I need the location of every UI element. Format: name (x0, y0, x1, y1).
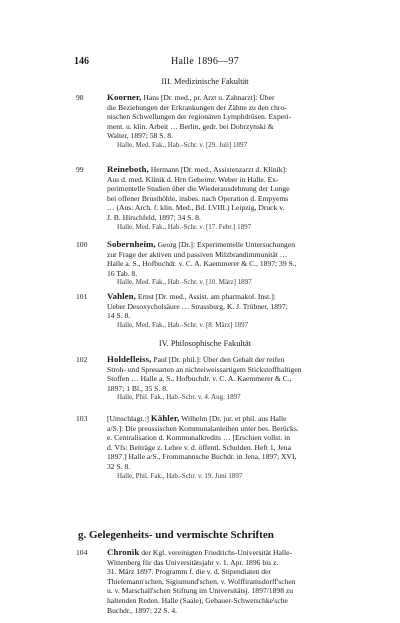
author-name: Kähler, (150, 413, 180, 423)
author-name: Vahlen, (107, 291, 136, 301)
entry-text (107, 240, 336, 278)
bibliography-entry (74, 548, 336, 615)
section-heading-medical: III. Medizinische Fakultät (161, 77, 249, 86)
author-name: Koorner, (107, 92, 142, 102)
author-name: Sobernheim, (107, 239, 156, 249)
entry-body: Georg [Dr.]: Experimentelle Untersuchungen zur Frage der aktiven und passiven Milzbrandimmunität … Halle a. S., Hofbuchdr. v. C. A. Kaemmerer & C., 1897; 39 S., 16 Tab. 8. (107, 240, 297, 278)
entry-body: Wilhelm [Dr. jur. et phil. aus Halle a/S.]: Die preussischen Kommunalanleihen unter bes. Berücks. e. Centralisation d. Kommunalkredits … [Erschien vollst. in d. Vfs: Beiträge z. Lehre v. d. öffentl. Schulden. Heft 1, Jena 1897.] Halle a/S., Frommannsche Buchdr. in Jena, 1897; XVI, 32 S. 8. (107, 414, 299, 471)
entry-text (107, 292, 336, 321)
entry-number: 100 (76, 240, 88, 249)
entry-number: 99 (76, 165, 84, 174)
section-heading-miscellaneous: g. Gelegenheits- und vermischte Schriften (78, 529, 274, 541)
bibliography-entry (74, 355, 336, 403)
entry-body: Hans [Dr. med., pr. Arzt u. Zahnarzt]: Über die Beziehungen der Erkrankungen der Zähne zu den chro- nischen Schwellungen der regionären Lymphdrüsen. Experi- ment. u. klin. Arbeit … Berlin, gedr. bei Dobrzynski & Walter, 1897; 58 S. 8. (107, 93, 292, 141)
entry-metadata: Halle, Med. Fak., Hab.-Schr. v. [10. März] 1897 (117, 278, 252, 287)
entry-text (107, 93, 336, 141)
entry-number: 102 (76, 355, 88, 364)
entry-metadata: Halle, Phil. Fak., Hab.-Schr. v. 19. Juni 1897 (117, 471, 243, 480)
entry-number: 101 (76, 292, 88, 301)
entry-body: Ernst [Dr. med., Assist. am pharmakol. Inst.]: Ueber Desoxycholsäure … Strassburg, K. J. Trübner, 1897; 14 S. 8. (107, 292, 288, 321)
page-number: 146 (74, 56, 89, 67)
bibliography-entry (74, 93, 336, 151)
entry-metadata: Halle, Phil. Fak., Hab.-Schr. v. 4. Aug. 1897 (117, 393, 241, 402)
bibliography-entry (74, 292, 336, 330)
entry-metadata: Halle, Med. Fak., Hab.-Schr. v. [8. März] 1897 (117, 320, 249, 329)
entry-body: Paul [Dr. phil.]: Über den Gehalt der reifen Stroh- und Spreuarten an nichteiweissartigem Stickstoffhaltigen Stoffen … Halle a. S., Hofbuchdr. v. C. A. Kaemmerer & C., 1897; 1 Bl., 35 S. 8. (107, 355, 302, 393)
entry-metadata: Halle, Med. Fak., Hab.-Schr. v. [17. Febr.] 1897 (117, 222, 252, 231)
author-name: Reineboth, (107, 164, 149, 174)
entry-number: 103 (76, 414, 88, 423)
entry-metadata: Halle, Med. Fak., Hab.-Schr. v. [29. Juli] 1897 (117, 140, 247, 149)
entry-text (107, 355, 336, 393)
entry-body: der Kgl. vereinigten Friedrichs-Universität Halle- Wittenberg für das Universitätsjahr v. 1. Apr. 1896 bis z. 31. März 1897. Programm f. die v. d. Stipendiaten der Thielemann'schen, Sigismund'schen, v. Wolffiramsdorff'schen u. v. Marschall'schen Stiftung im Universitätsj. 1897/1898 zu haltenden Reden. Halle (Saale), Gebauer-Schwetschke'sche Buchdr., 1897; 22 S. 4. (107, 548, 296, 615)
author-name: Chronik (107, 547, 140, 557)
entry-prefix: [Umschlagt.:] (107, 414, 151, 423)
entry-text (107, 414, 336, 472)
entry-number: 104 (76, 548, 88, 557)
author-name: Holdefleiss, (107, 354, 152, 364)
entry-body: Hermann [Dr. med., Assistenzarzt d. Klinik]: Aus d. med. Klinik d. Hrn Geheimr. Weber in Halle. Ex- perimentelle Studien über die Wiederausdehnung der Lunge bei offener Brusthöhle, insbes. nach Operation d. Empyems … (Aus: Arch. f. klin. Med., Bd. LVIII.) Leipzig, Druck v. J. B. Hirschfeld, 1897; 34 S. 8. (107, 165, 290, 222)
entry-text (107, 548, 336, 615)
running-title: Halle 1896—97 (170, 56, 240, 67)
bibliography-entry (74, 240, 336, 288)
bibliography-entry (74, 414, 336, 481)
bibliography-entry (74, 165, 336, 232)
page-header (74, 56, 336, 68)
entry-text (107, 165, 336, 223)
section-heading-philosophy: IV. Philosophische Fakultät (158, 339, 252, 348)
entry-number: 98 (76, 93, 84, 102)
